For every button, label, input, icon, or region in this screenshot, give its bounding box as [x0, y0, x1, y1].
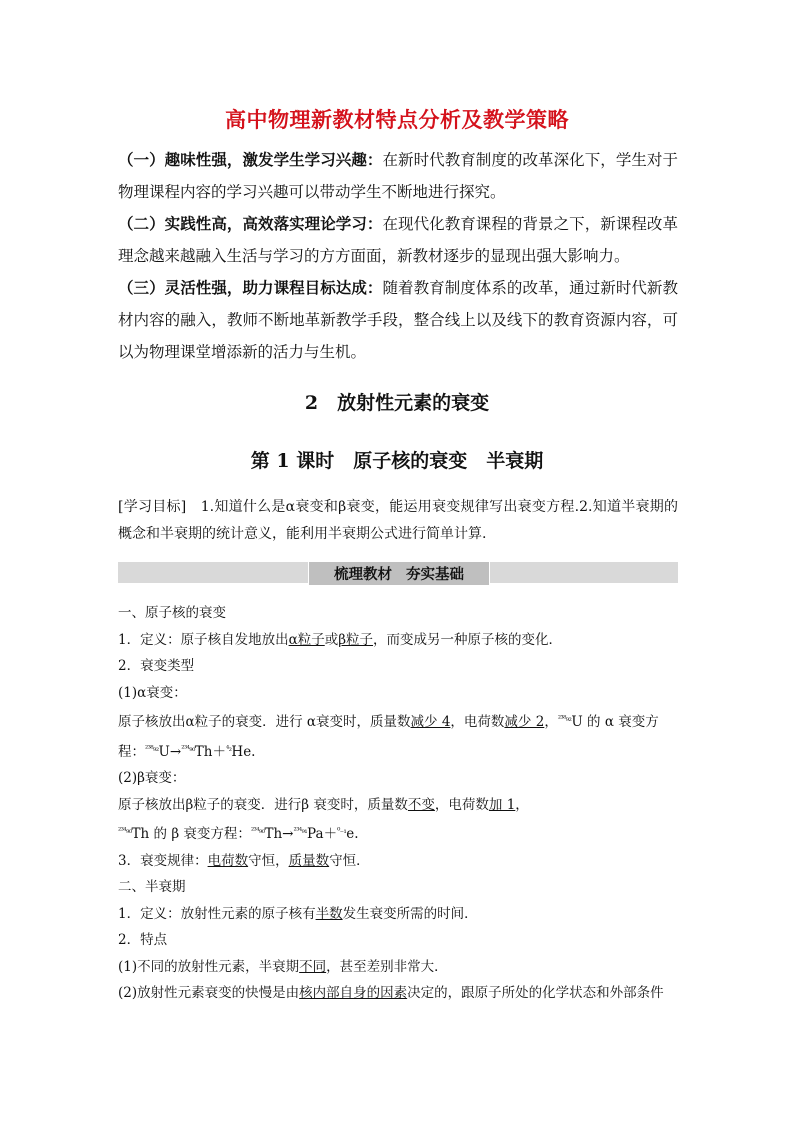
section-heading-decay: 一、原子核的衰变 — [118, 605, 226, 621]
alpha-decay-equation — [118, 736, 680, 766]
text: He. — [231, 743, 256, 760]
decay-types-heading: 2．衰变类型 — [118, 658, 195, 674]
text: ，而变成另一种原子核的变化． — [373, 631, 563, 648]
nuclide-index: ²³⁴₉₀ — [250, 826, 265, 835]
intro-lead-2: （二）实践性高，高效落实理论学习： — [118, 215, 383, 233]
nuclide-index: ²³⁴₉₀ — [118, 826, 132, 835]
text: ，甚至差别非常大． — [326, 958, 448, 975]
intro-section — [118, 144, 678, 368]
intro-text-3: 随着教育制度体系的改革，通过新时代新教材内容的融入，教师不断地革新教学手段，整合线上以及线下的教育资源内容，可以为物理课堂增添新的活力与生机。 — [118, 279, 678, 361]
text: Th→ — [264, 826, 294, 842]
text: ，电荷数 — [450, 714, 505, 730]
beta-decay-heading: (2)β衰变： — [118, 770, 186, 786]
text: e. — [346, 826, 359, 842]
text: (2)放射性元素衰变的快慢是由 — [118, 985, 300, 1001]
banner-right-text: 夯实基础 — [406, 567, 464, 583]
text: 决定的，跟原子所处的化学状态和外部条件 — [407, 985, 664, 1001]
half-life-definition — [118, 901, 680, 928]
blank-answer: 半数 — [315, 905, 343, 922]
learning-objectives: [学习目标] 1.知道什么是α衰变和β衰变，能运用衰变规律写出衰变方程.2.知道半衰期的概念和半衰期的统计意义，能利用半衰期公式进行简单计算. — [118, 499, 678, 542]
section-banner — [118, 562, 678, 583]
blank-answer: 电荷数 — [207, 852, 249, 869]
decay-definition — [118, 627, 680, 654]
blank-answer: 减少 4 — [410, 714, 451, 730]
half-life-feature-2 — [118, 980, 680, 1007]
blank-answer: α粒子 — [288, 631, 325, 648]
blank-answer: 减少 2 — [504, 714, 545, 730]
banner-left-text: 梳理教材 — [334, 567, 392, 583]
article-title: 高中物理新教材特点分析及教学策略 — [225, 108, 569, 132]
nuclide-index: ⁴₂ — [226, 743, 232, 753]
intro-paragraph-3 — [118, 272, 678, 368]
intro-paragraph-1 — [118, 144, 678, 208]
intro-paragraph-2 — [118, 208, 678, 272]
lesson-heading: 第 1 课时 原子核的衰变 半衰期 — [250, 450, 544, 472]
text: 1．定义：原子核自发地放出 — [118, 631, 289, 648]
blank-answer: 不同 — [299, 958, 327, 975]
text: 或 — [324, 631, 339, 648]
intro-text-2: 在现代化教育课程的背景之下，新课程改革理念越来越融入生活与学习的方方面面，新教材逐步的显现出强大影响力。 — [118, 215, 678, 265]
text: ，电荷数 — [434, 796, 489, 813]
text: U 的 α 衰变方 — [571, 714, 659, 730]
blank-answer: 加 1 — [488, 796, 516, 813]
text: 守恒， — [248, 852, 289, 869]
section-heading-half-life: 二、半衰期 — [118, 879, 186, 895]
half-life-features: 2．特点 — [118, 932, 168, 948]
decay-rule — [118, 848, 680, 875]
text: 守恒． — [329, 852, 370, 869]
beta-decay-desc — [118, 792, 680, 819]
text: 1．定义：放射性元素的原子核有 — [118, 905, 316, 922]
intro-lead-3: （三）灵活性强，助力课程目标达成： — [118, 279, 383, 297]
text: Th 的 β 衰变方程： — [131, 826, 251, 842]
blank-answer: 不变 — [407, 796, 435, 813]
chapter-heading: 2 放射性元素的衰变 — [304, 392, 490, 414]
section-banner-label — [308, 561, 490, 586]
nuclide-index: ²³⁴₉₁ — [293, 826, 308, 835]
text: Pa＋ — [307, 826, 338, 842]
text: (1)不同的放射性元素，半衰期 — [118, 958, 300, 975]
text: 发生衰变所需的时间． — [342, 905, 478, 922]
alpha-decay-heading: (1)α衰变： — [118, 684, 187, 701]
nuclide-index: ⁰₋₁ — [337, 826, 347, 835]
alpha-decay-desc — [118, 706, 680, 736]
text: 原子核放出α粒子的衰变．进行 α衰变时，质量数 — [118, 714, 411, 730]
nuclide-index: ²³⁸₉₂ — [557, 714, 572, 723]
text: Th＋ — [194, 743, 226, 760]
blank-answer: 核内部自身的因素 — [299, 985, 408, 1001]
text: U→ — [158, 743, 182, 760]
lesson-body — [118, 600, 680, 1007]
nuclide-index: ²³⁸₉₂ — [145, 743, 159, 753]
blank-answer: 质量数 — [288, 852, 330, 869]
blank-answer: β粒子 — [338, 631, 374, 648]
text: 程： — [118, 743, 145, 760]
half-life-feature-1 — [118, 954, 680, 981]
nuclide-index: ²³⁴₉₀ — [181, 743, 195, 753]
text: ， — [544, 714, 558, 730]
text: 3．衰变规律： — [118, 852, 208, 869]
text: ， — [515, 796, 529, 813]
text: 原子核放出β粒子的衰变．进行β 衰变时，质量数 — [118, 796, 408, 813]
intro-text-1: 在新时代教育制度的改革深化下，学生对于物理课程内容的学习兴趣可以带动学生不断地进行探究。 — [118, 151, 678, 201]
beta-decay-equation — [118, 818, 680, 848]
intro-lead-1: （一）趣味性强，激发学生学习兴趣： — [118, 151, 383, 169]
